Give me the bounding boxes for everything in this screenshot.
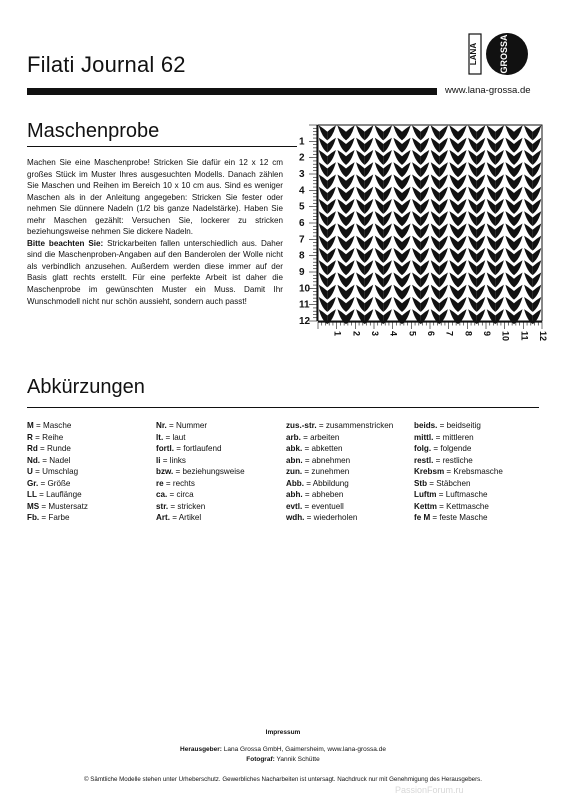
abbr-term: arb. xyxy=(286,432,301,442)
abbr-entry: zus.-str. = zusammenstricken xyxy=(286,421,394,430)
abbr-entry: Nr. = Nummer xyxy=(156,421,208,430)
abbr-meaning: folgende xyxy=(440,444,472,454)
knitting-gauge-swatch xyxy=(298,125,548,347)
abbr-meaning: Nadel xyxy=(49,455,71,465)
ruler-left-label: 3 xyxy=(299,169,305,180)
abbr-term: ca. xyxy=(156,490,168,500)
abbr-meaning: circa xyxy=(176,490,194,500)
abbr-meaning: Größe xyxy=(47,478,71,488)
abbr-entry: Luftm = Luftmasche xyxy=(414,490,488,500)
abbr-entry: abh. = abheben xyxy=(286,490,344,500)
abbr-term: bzw. xyxy=(156,467,174,477)
abbr-term: Gr. xyxy=(27,478,39,488)
abbr-entry: MS = Mustersatz xyxy=(27,501,88,511)
abbr-meaning: Stäbchen xyxy=(436,478,471,488)
abbr-meaning: beidseitig xyxy=(446,421,481,430)
abbr-entry: Krebsm = Krebsmasche xyxy=(414,467,503,477)
abbr-meaning: Mustersatz xyxy=(48,501,88,511)
abbr-meaning: Masche xyxy=(42,421,72,430)
website-link[interactable]: www.lana-grossa.de xyxy=(445,85,531,96)
abbr-entry: Nd. = Nadel xyxy=(27,455,71,465)
abbr-entry: bzw. = beziehungsweise xyxy=(156,467,245,477)
note-label: Bitte beachten Sie: xyxy=(27,238,104,248)
abbr-term: abk. xyxy=(286,444,303,454)
abbr-entry: Art. = Artikel xyxy=(156,513,202,523)
abbr-term: Fb. xyxy=(27,513,40,523)
abbr-term: mittl. xyxy=(414,432,434,442)
abbr-meaning: zusammenstricken xyxy=(325,421,394,430)
abbr-meaning: arbeiten xyxy=(310,432,340,442)
abbr-meaning: abnehmen xyxy=(311,455,351,465)
abbr-term: abh. xyxy=(286,490,303,500)
abbr-entry: abn. = abnehmen xyxy=(286,455,351,465)
abbr-column-2 xyxy=(156,420,245,524)
abbr-term: fe M xyxy=(414,513,431,523)
ruler-bottom-label: 1 xyxy=(332,331,343,337)
abbr-meaning: Abbildung xyxy=(312,478,349,488)
abbr-term: zus.-str. xyxy=(286,421,317,430)
abbr-column-1 xyxy=(27,420,88,524)
ruler-left-label: 4 xyxy=(299,185,305,197)
publisher-label: Herausgeber: xyxy=(180,746,222,753)
abbr-meaning: stricken xyxy=(177,501,206,511)
abbr-column-4 xyxy=(414,420,503,524)
note-text: Strickarbeiten fallen unterschiedlich aus. Daher sind die Maschenproben-Angaben auf den Banderolen der Wolle nicht als verbindlich anzusehen. Außerdem werden diese immer auf der Basis glatt rechts erstellt. Für eine perfekte Arbeit ist daher die Maschenprobe im gewünschten Muster ein Muss. Damit Ihr Wunschmodell nicht nur schön aussieht, sondern auch passt! xyxy=(27,238,283,306)
abbr-meaning: restliche xyxy=(442,455,473,465)
abbr-entry: restl. = restliche xyxy=(414,455,473,465)
abbr-entry: ca. = circa xyxy=(156,490,194,500)
ruler-bottom xyxy=(318,322,548,341)
abbr-term: beids. xyxy=(414,421,438,430)
copyright-notice: © Sämtliche Modelle stehen unter Urheberschutz. Gewerbliches Nacharbeiten ist untersagt. Nachdruck nur mit Genehmigung des Herausgebers. xyxy=(83,776,482,783)
ruler-left-label: 6 xyxy=(299,218,305,229)
ruler-bottom-label: 7 xyxy=(444,331,455,337)
ruler-bottom-label: 11 xyxy=(519,331,530,341)
abbr-meaning: rechts xyxy=(172,478,195,488)
abbr-entry: LL = Lauflänge xyxy=(27,490,82,500)
abbr-term: folg. xyxy=(414,444,432,454)
abbr-term: Luftm xyxy=(414,490,437,500)
ruler-left-label: 8 xyxy=(299,250,305,262)
abbr-entry: mittl. = mittleren xyxy=(414,432,474,442)
abbr-entry: R = Reihe xyxy=(27,432,64,442)
abbr-entry: Abb. = Abbildung xyxy=(286,478,349,488)
abbr-entry: lt. = laut xyxy=(156,432,186,442)
abbr-entry: li = links xyxy=(156,455,186,465)
abbr-term: abn. xyxy=(286,455,303,465)
abbr-term: Abb. xyxy=(286,478,304,488)
abbr-entry: arb. = arbeiten xyxy=(286,432,340,442)
abbr-meaning: Runde xyxy=(47,444,71,454)
abbr-term: Rd xyxy=(27,444,38,454)
impressum-title: Impressum xyxy=(265,729,301,736)
abbr-term: wdh. xyxy=(286,513,305,523)
impressum-publisher xyxy=(0,746,566,753)
abbr-entry: Gr. = Größe xyxy=(27,478,71,488)
ruler-left-label: 2 xyxy=(299,152,305,164)
abbr-entry: abk. = abketten xyxy=(286,444,343,454)
abbr-term: Art. xyxy=(156,513,170,523)
publisher-text: Lana Grossa GmbH, Gaimersheim, www.lana-grossa.de xyxy=(221,746,386,753)
abbr-meaning: links xyxy=(169,455,186,465)
ruler-left xyxy=(299,125,317,327)
photographer-label: Fotograf: xyxy=(246,756,275,763)
abbr-entry: U = Umschlag xyxy=(27,467,79,477)
abbr-entry: Kettm = Kettmasche xyxy=(414,501,489,511)
abbr-meaning: Umschlag xyxy=(42,467,79,477)
abbr-term: Krebsm xyxy=(414,467,445,477)
maschenprobe-paragraph-2 xyxy=(27,238,283,307)
abbr-meaning: Farbe xyxy=(48,513,70,523)
abbr-entry: Fb. = Farbe xyxy=(27,513,70,523)
ruler-left-label: 5 xyxy=(299,201,305,213)
ruler-bottom-label: 9 xyxy=(482,331,492,337)
abbr-entry: wdh. = wiederholen xyxy=(286,513,358,523)
ruler-bottom-label: 4 xyxy=(388,331,399,337)
abbr-term: str. xyxy=(156,501,169,511)
page-title: Filati Journal 62 xyxy=(27,52,186,77)
abbr-meaning: wiederholen xyxy=(313,513,358,523)
abbr-meaning: Krebsmasche xyxy=(453,467,503,477)
ruler-bottom-label: 3 xyxy=(370,331,380,337)
abbr-term: Nd. xyxy=(27,455,41,465)
abbr-entry: re = rechts xyxy=(156,478,195,488)
abbr-meaning: beziehungsweise xyxy=(182,467,245,477)
logo-text-grossa: GROSSA xyxy=(499,34,509,74)
logo-text-lana: LANA xyxy=(469,42,478,66)
abbr-column-3 xyxy=(286,420,393,524)
photographer-text: Yannik Schütte xyxy=(274,756,320,763)
abbr-term: R xyxy=(27,432,33,442)
abbr-meaning: Nummer xyxy=(176,421,208,430)
ruler-left-label: 1 xyxy=(299,136,305,148)
abbr-term: LL xyxy=(27,490,37,500)
ruler-left-label: 10 xyxy=(299,283,311,295)
ruler-bottom-label: 5 xyxy=(407,331,418,337)
abbr-entry: fortl. = fortlaufend xyxy=(156,444,222,454)
abbr-meaning: Artikel xyxy=(178,513,202,523)
abbr-meaning: abketten xyxy=(311,444,343,454)
abbr-term: zun. xyxy=(286,467,303,477)
maschenprobe-rule xyxy=(27,146,297,147)
abbr-meaning: laut xyxy=(172,432,186,442)
maschenprobe-paragraph-1: Machen Sie eine Maschenprobe! Stricken Sie dafür ein 12 x 12 cm großes Stück im Muster Ihres ausgesuchten Modells. Danach zählen Sie Maschen und Reihen im Bereich 10 x 10 cm aus. Sind es weniger Maschen als in der Anleitung angegeben: Stricken Sie fester oder nehmen Sie dünnere Nadeln (1/2 bis ganze Nadelstärke). Haben Sie mehr Maschen gezählt: Versuchen Sie, lockerer zu stricken beziehungsweise nehmen Sie dickere Nadeln. xyxy=(27,158,283,237)
abbr-meaning: feste Masche xyxy=(439,513,488,523)
abkuerzungen-heading: Abkürzungen xyxy=(27,376,145,398)
abbr-term: fortl. xyxy=(156,444,174,454)
ruler-left-label: 11 xyxy=(299,299,310,311)
ruler-bottom-label: 12 xyxy=(538,331,548,342)
impressum-photographer xyxy=(0,756,566,763)
lana-grossa-logo xyxy=(463,28,533,80)
abbr-meaning: zunehmen xyxy=(311,467,350,477)
maschenprobe-heading: Maschenprobe xyxy=(27,120,160,142)
abbr-meaning: Lauflänge xyxy=(46,490,82,500)
ruler-left-label: 9 xyxy=(299,267,305,278)
abbr-term: evtl. xyxy=(286,501,303,511)
abbr-meaning: eventuell xyxy=(311,501,344,511)
abbr-meaning: fortlaufend xyxy=(183,444,222,454)
abbr-entry: fe M = feste Masche xyxy=(414,513,488,523)
abbr-entry: M = Masche xyxy=(27,421,72,430)
abbr-term: lt. xyxy=(156,432,164,442)
abbr-meaning: Reihe xyxy=(42,432,64,442)
maschenprobe-text xyxy=(27,157,283,307)
abbr-entry: Rd = Runde xyxy=(27,444,71,454)
abbr-term: MS xyxy=(27,501,40,511)
abbr-entry: str. = stricken xyxy=(156,501,206,511)
ruler-left-label: 12 xyxy=(299,316,311,327)
abbr-term: Stb xyxy=(414,478,428,488)
abbr-term: re xyxy=(156,478,164,488)
ruler-bottom-label: 2 xyxy=(351,331,362,337)
abbr-entry: beids. = beidseitig xyxy=(414,421,481,430)
ruler-bottom-label: 6 xyxy=(426,331,436,337)
abbr-entry: folg. = folgende xyxy=(414,444,472,454)
abbr-term: U xyxy=(27,467,33,477)
abbr-entry: evtl. = eventuell xyxy=(286,501,344,511)
abbr-term: Kettm xyxy=(414,501,437,511)
ruler-bottom-label: 8 xyxy=(463,331,474,337)
abbr-meaning: mittleren xyxy=(442,432,474,442)
watermark: PassionForum.ru xyxy=(395,785,464,795)
abbr-meaning: Luftmasche xyxy=(445,490,488,500)
abbr-entry: zun. = zunehmen xyxy=(286,467,350,477)
abbr-term: M xyxy=(27,421,34,430)
abbr-term: Nr. xyxy=(156,421,167,430)
abbr-term: li xyxy=(156,455,161,465)
ruler-bottom-label: 10 xyxy=(500,331,511,342)
header-rule xyxy=(27,88,437,95)
abbr-term: restl. xyxy=(414,455,434,465)
abbr-meaning: Kettmasche xyxy=(446,501,489,511)
abkuerzungen-rule xyxy=(27,407,539,408)
ruler-left-label: 7 xyxy=(299,234,305,246)
abbr-meaning: abheben xyxy=(311,490,344,500)
abbr-entry: Stb = Stäbchen xyxy=(414,478,471,488)
